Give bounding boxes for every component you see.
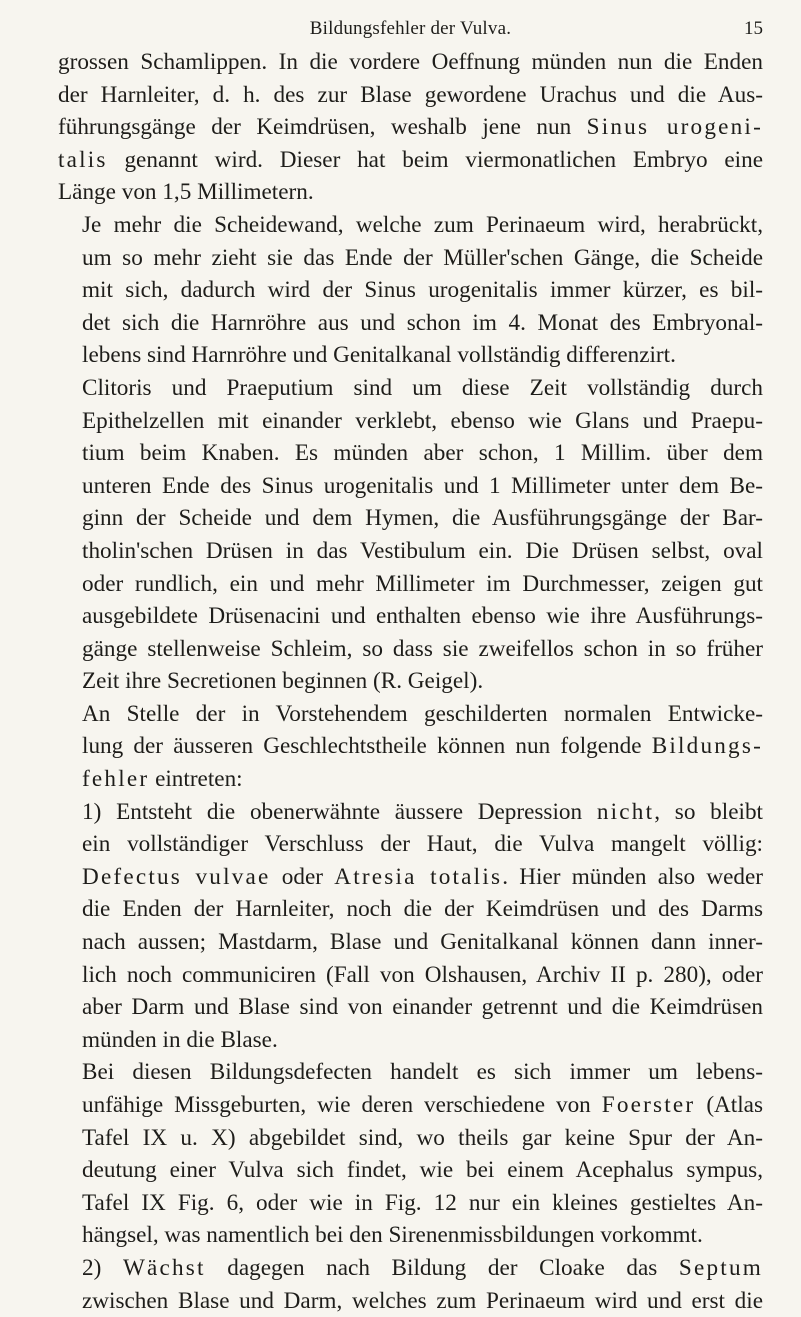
text-line xyxy=(58,502,763,535)
text-line xyxy=(58,144,763,177)
running-header xyxy=(58,10,763,46)
text-line xyxy=(58,600,763,633)
spaced-term: Atresia totalis xyxy=(334,863,503,890)
text-line xyxy=(58,1122,763,1155)
text-line xyxy=(58,1219,763,1252)
text-line xyxy=(58,568,763,601)
text-run: genannt wird. Dieser hat beim viermonatlichen Embryo eine xyxy=(107,146,763,173)
text-run: Länge von 1,5 Millimetern. xyxy=(58,179,314,206)
text-line xyxy=(58,633,763,666)
text-run: eintreten: xyxy=(149,766,243,793)
paragraph xyxy=(58,46,763,209)
spaced-term: fehler xyxy=(82,766,150,793)
text-line xyxy=(58,46,763,79)
text-line xyxy=(58,796,763,829)
running-title: Bildungsfehler der Vulva. xyxy=(309,18,512,39)
text-run: An Stelle der in Vorstehendem geschilderten normalen Entwicke- xyxy=(82,700,763,727)
text-line xyxy=(58,893,763,926)
text-line xyxy=(58,79,763,112)
text-run: Zeit ihre Secretionen beginnen (R. Geigel). xyxy=(82,668,484,695)
text-run: tium beim Knaben. Es münden aber schon, 1 Millim. über dem xyxy=(82,440,763,467)
text-run: Tafel IX Fig. 6, oder wie in Fig. 12 nur ein kleines gestieltes An- xyxy=(82,1189,763,1216)
text-run: deutung einer Vulva sich findet, wie bei einem Acephalus sympus, xyxy=(82,1157,763,1184)
text-run: Epithelzellen mit einander verklebt, ebenso wie Glans und Praepu- xyxy=(82,407,763,434)
text-line xyxy=(58,991,763,1024)
paragraph xyxy=(58,796,763,1057)
text-line xyxy=(58,1024,763,1057)
text-run: die Enden der Harnleiter, noch die der Keimdrüsen und des Darms xyxy=(82,896,763,923)
spaced-term: nicht xyxy=(596,798,655,825)
body-text xyxy=(58,46,763,1317)
text-line xyxy=(58,1187,763,1220)
text-run: mit sich, dadurch wird der Sinus urogenitalis immer kürzer, es bil- xyxy=(82,277,763,304)
text-line xyxy=(58,861,763,894)
text-line xyxy=(58,665,763,698)
text-line xyxy=(58,1089,763,1122)
text-line xyxy=(58,959,763,992)
text-run: 1) Entsteht die obenerwähnte äussere Depression xyxy=(82,798,597,825)
text-run: . Hier münden also weder xyxy=(502,863,764,890)
text-line xyxy=(58,176,763,209)
text-line xyxy=(58,111,763,144)
text-run: lebens sind Harnröhre und Genitalkanal vollständig differenzirt. xyxy=(82,342,676,369)
text-run: Clitoris und Praeputium sind um diese Zeit vollständig durch xyxy=(82,374,763,401)
text-run: oder xyxy=(270,863,335,890)
paragraph xyxy=(58,1056,763,1252)
text-run: ginn der Scheide und dem Hymen, die Ausführungsgänge der Bar- xyxy=(82,505,763,532)
spaced-term: Wächst xyxy=(122,1254,206,1281)
text-run: ausgebildete Drüsenacini und enthalten ebenso wie ihre Ausführungs- xyxy=(82,603,763,630)
text-line xyxy=(58,437,763,470)
page-number: 15 xyxy=(744,18,763,39)
text-line xyxy=(58,405,763,438)
text-run: grossen Schamlippen. In die vordere Oeffnung münden nun die Enden xyxy=(58,49,763,75)
text-line xyxy=(58,209,763,242)
text-run: Bei diesen Bildungsdefecten handelt es sich immer um lebens- xyxy=(82,1059,763,1086)
text-line xyxy=(58,1056,763,1089)
text-run: unteren Ende des Sinus urogenitalis und 1 Millimeter unter dem Be- xyxy=(82,472,763,499)
text-run: unfähige Missgeburten, wie deren verschiedene von xyxy=(82,1092,602,1118)
spaced-term: Defectus vulvae xyxy=(82,863,271,890)
text-run: oder rundlich, ein und mehr Millimeter im Durchmesser, zeigen gut xyxy=(82,570,763,597)
text-line xyxy=(58,307,763,340)
text-run: lich noch communiciren (Fall von Olshausen, Archiv II p. 280), oder xyxy=(82,961,763,988)
paragraph xyxy=(58,209,763,372)
text-line xyxy=(58,339,763,372)
text-line xyxy=(58,1252,763,1285)
text-line xyxy=(58,730,763,763)
text-run: lung der äusseren Geschlechtstheile können nun folgende xyxy=(82,733,652,760)
spaced-term: talis xyxy=(58,146,108,173)
text-run: der Harnleiter, d. h. des zur Blase gewordene Urachus und die Aus- xyxy=(58,81,763,108)
text-line xyxy=(58,470,763,503)
paragraph xyxy=(58,372,763,698)
text-line xyxy=(58,1154,763,1187)
text-line xyxy=(58,372,763,405)
spaced-term: Septum xyxy=(678,1254,763,1281)
text-line xyxy=(58,763,763,796)
text-run: hängsel, was namentlich bei den Sirenenmissbildungen vorkommt. xyxy=(82,1222,703,1249)
text-run: det sich die Harnröhre aus und schon im 4. Monat des Embryonal- xyxy=(82,309,763,336)
text-run: Tafel IX u. X) abgebildet sind, wo theils gar keine Spur der An- xyxy=(82,1124,763,1151)
text-run: münden in die Blase. xyxy=(82,1026,278,1053)
text-line xyxy=(58,828,763,861)
text-run: zwischen Blase und Darm, welches zum Perinaeum wird und erst die xyxy=(82,1287,763,1314)
text-run: aber Darm und Blase sind von einander getrennt und die Keimdrüsen xyxy=(82,994,763,1021)
paragraph xyxy=(58,1252,763,1317)
text-run: ein vollständiger Verschluss der Haut, die Vulva mangelt völlig: xyxy=(82,831,763,858)
text-run: gänge stellenweise Schleim, so dass sie zweifellos schon in so früher xyxy=(82,635,763,662)
text-line xyxy=(58,926,763,959)
text-run: tholin'schen Drüsen in das Vestibulum ein. Die Drüsen selbst, oval xyxy=(82,537,763,564)
text-run: nach aussen; Mastdarm, Blase und Genitalkanal können dann inner- xyxy=(82,929,763,956)
text-run: um so mehr zieht sie das Ende der Müller'schen Gänge, die Scheide xyxy=(82,244,763,271)
spaced-term: Sinus urogeni- xyxy=(586,114,763,141)
text-run: führungsgänge der Keimdrüsen, weshalb jene nun xyxy=(58,114,587,141)
text-run: 2) xyxy=(82,1254,123,1281)
text-line xyxy=(58,274,763,307)
text-line xyxy=(58,698,763,731)
text-line xyxy=(58,1285,763,1317)
text-run: (Atlas xyxy=(695,1092,763,1118)
text-line xyxy=(58,242,763,275)
text-run: , so bleibt xyxy=(654,798,763,825)
spaced-term: Foerster xyxy=(601,1092,696,1118)
spaced-term: Bildungs- xyxy=(651,733,763,760)
text-run: Je mehr die Scheidewand, welche zum Perinaeum wird, herabrückt, xyxy=(82,211,763,238)
paragraph xyxy=(58,698,763,796)
text-run: dagegen nach Bildung der Cloake das xyxy=(205,1254,679,1281)
text-line xyxy=(58,535,763,568)
